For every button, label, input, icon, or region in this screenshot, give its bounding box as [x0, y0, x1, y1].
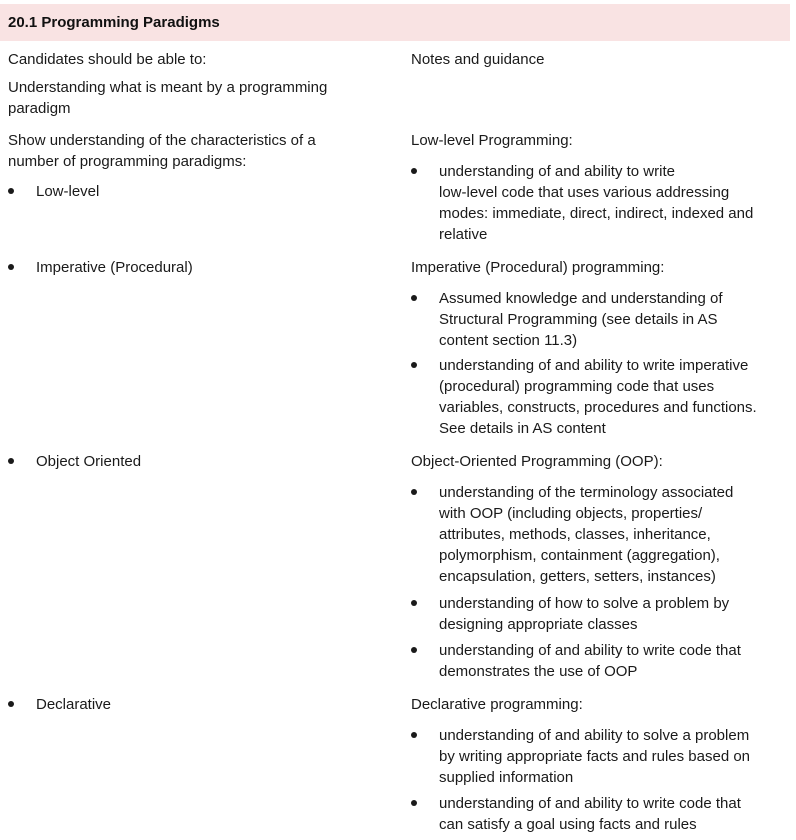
bullet-icon: [8, 264, 14, 270]
bullet-icon: [411, 168, 417, 174]
intro-line: paradigm: [8, 100, 71, 117]
bullet-icon: [8, 701, 14, 707]
intro-paragraph: [8, 77, 368, 119]
bullet-icon: [411, 647, 417, 653]
bullet-icon: [411, 489, 417, 495]
show-line: number of programming paradigms:: [8, 153, 247, 170]
notes-heading-low-level: Low-level Programming:: [411, 132, 573, 149]
syllabus-page: 20.1 Programming Paradigms Candidates should be able to: Notes and guidance Understanding what is meant by a programming paradigm Show understanding of the characteristics of a number of programming paradigms: Low-level Imperative (Procedural) Object Oriented Declarative Low-level Programming: understanding of and ability to write low-level code that uses various addressing modes: immediate, direct, indirect, indexed and relative Imperative (Procedural) programming: Assumed knowledge and understanding of Structural Programming (see details in AS content section 11.3) understanding of and ability to write imperative (procedural) programming code that uses variables, constructs, procedures and functions. See details in AS content Object-Oriented Programming (OOP): understanding of the terminology associated with OOP (including objects, properties/ attributes, methods, classes, inheritance, polymorphism, containment (aggregation), encapsulation, getters, setters, instances) understanding of how to solve a problem by designing appropriate classes understanding of and ability to write code that demonstrates the use of OOP Declarative programming: understanding of and ability to solve a problem by writing appropriate facts and rules based on supplied information understanding of and ability to write code that can satisfy a goal using facts and rules: [0, 0, 796, 840]
notes-heading-oop: Object-Oriented Programming (OOP):: [411, 453, 663, 470]
bullet-icon: [411, 295, 417, 301]
notes-heading-declarative: Declarative programming:: [411, 696, 583, 713]
bullet-icon: [411, 600, 417, 606]
intro-line: Understanding what is meant by a programming: [8, 79, 328, 96]
bullet-icon: [8, 458, 14, 464]
bullet-icon: [8, 188, 14, 194]
bullet-icon: [411, 800, 417, 806]
bullet-icon: [411, 362, 417, 368]
bullet-icon: [411, 732, 417, 738]
right-column-heading: Notes and guidance: [411, 51, 545, 68]
show-line: Show understanding of the characteristics of a: [8, 132, 316, 149]
notes-heading-imperative: Imperative (Procedural) programming:: [411, 259, 665, 276]
section-header: [0, 4, 790, 41]
left-column-heading: Candidates should be able to:: [8, 51, 207, 68]
section-title: 20.1 Programming Paradigms: [8, 14, 220, 31]
show-paragraph: [8, 130, 368, 172]
